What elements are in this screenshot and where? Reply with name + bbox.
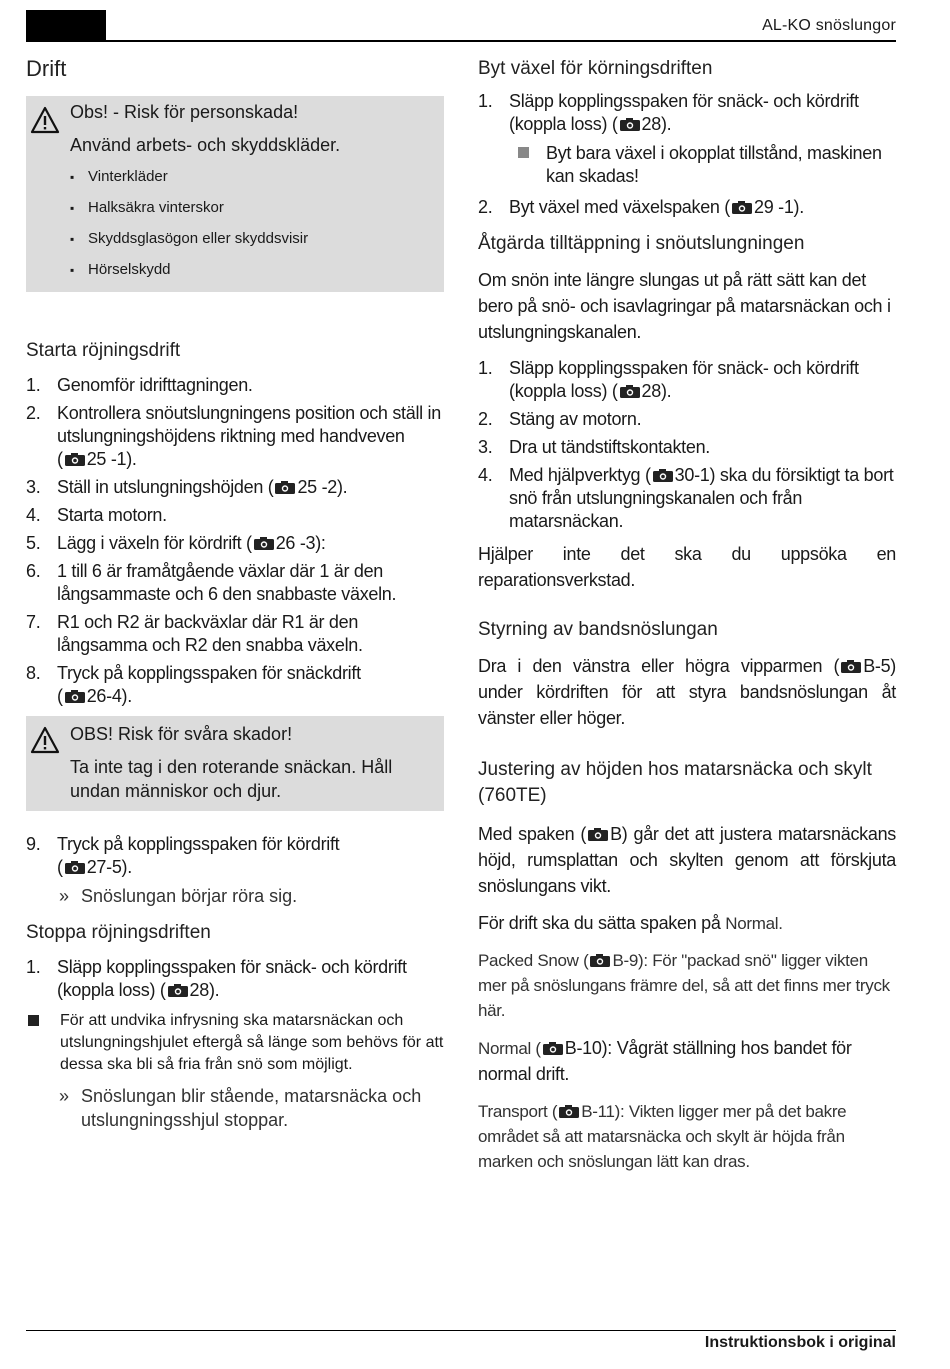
- camera-icon: [732, 201, 752, 214]
- header-title: AL-KO snöslungor: [762, 17, 896, 34]
- camera-icon: [65, 453, 85, 466]
- gear-note: Byt bara växel i okopplat tillstånd, maskinen kan skadas!: [478, 142, 896, 188]
- camera-icon: [543, 1042, 563, 1055]
- warning-text: Ta inte tag i den roterande snäckan. Håll undan människor och djur.: [70, 757, 393, 801]
- step9-result: » Snöslungan börjar röra sig.: [59, 886, 298, 906]
- drive-setting-text: För drift ska du sätta spaken på Normal.: [478, 913, 783, 933]
- normal-text: Normal ( B-10): Vågrät ställning hos bandet för normal drift.: [478, 1038, 852, 1084]
- protective-clothing-list: [70, 167, 436, 280]
- list-item: 1. Släpp kopplingsspaken för snäck- och kördrift (koppla loss) ( 28).: [478, 91, 859, 134]
- camera-icon: [559, 1105, 579, 1118]
- camera-icon: [841, 660, 861, 673]
- list-item: 4. Starta motorn.: [26, 505, 167, 525]
- footer-doc-label: Instruktionsbok i original: [704, 1334, 896, 1351]
- transport-text: Transport ( B-11): Vikten ligger mer på det bakre området så att matarsnäcka och skylt är höjda från marken och snöslungan lätt kan dras.: [478, 1102, 847, 1171]
- header-rule: [26, 40, 896, 42]
- list-item: 9. Tryck på kopplingsspaken för kördrift ( 27-5).: [26, 834, 340, 877]
- steering-text: Dra i den vänstra eller högra vipparmen ( B-5) under kördriften för att styra bandsnöslungan åt vänster eller höger.: [478, 656, 896, 728]
- warning-title: OBS! Risk för svåra skador!: [70, 724, 293, 744]
- camera-icon: [168, 984, 188, 997]
- heading-height-adjust: Justering av höjden hos matarsnäcka och skylt (760TE): [478, 759, 872, 806]
- packed-snow-text: Packed Snow ( B-9): För "packad snö" ligger vikten mer på snöslungans främre del, så att det finns mer tryck här.: [478, 951, 890, 1020]
- list-item: 7. R1 och R2 är backväxlar där R1 är den långsamma och R2 den snabba växeln.: [26, 612, 363, 655]
- list-item: ▪ Skyddsglasögon eller skyddsvisir: [70, 229, 436, 249]
- camera-icon: [65, 861, 85, 874]
- warning-box-serious-injury: [26, 716, 444, 811]
- list-item: 8. Tryck på kopplingsspaken för snäckdrift ( 26-4).: [26, 663, 361, 706]
- freeze-note: För att undvika infrysning ska matarsnäckan och utslungningshjulet eftergå så länge som behövs för att dessa ska bli så fria från snö som möjligt.: [26, 1010, 444, 1076]
- square-bullet-icon: [518, 147, 529, 158]
- right-column: [478, 58, 896, 1186]
- heading-start-clearing: Starta röjningsdrift: [26, 340, 181, 361]
- stop-steps-list: [26, 956, 444, 1002]
- list-item: ▪ Vinterkläder: [70, 167, 436, 187]
- left-column: [26, 52, 444, 1142]
- heading-steering: Styrning av bandsnöslungan: [478, 619, 718, 640]
- gear-steps-list: [478, 90, 896, 136]
- start-steps-list: [26, 374, 444, 708]
- list-item: 2. Kontrollera snöutslungningens position och ställ in utslungningshöjdens riktning med handveven ( 25 -1).: [26, 403, 441, 469]
- camera-icon: [590, 954, 610, 967]
- camera-icon: [275, 481, 295, 494]
- section-title-drift: Drift: [26, 56, 67, 81]
- list-item: 1. Släpp kopplingsspaken för snäck- och kördrift (koppla loss) ( 28).: [478, 358, 859, 401]
- clog-intro: Om snön inte längre slungas ut på rätt sätt kan det bero på snö- och isavlagringar på matarsnäckan och i utslungningskanalen.: [478, 270, 891, 342]
- list-item: 6. 1 till 6 är framåtgående växlar där 1 är den långsammaste och 6 den snabbaste växeln.: [26, 561, 397, 604]
- camera-icon: [588, 828, 608, 841]
- warning-triangle-icon: [30, 106, 60, 134]
- list-item: 5. Lägg i växeln för kördrift ( 26 -3):: [26, 533, 326, 553]
- camera-icon: [254, 537, 274, 550]
- footer-rule: [26, 1330, 896, 1331]
- list-item: ▪ Halksäkra vinterskor: [70, 198, 436, 218]
- list-item: 4. Med hjälpverktyg ( 30-1) ska du försiktigt ta bort snö från utslungningskanalen och från matarsnäckan.: [478, 465, 894, 531]
- list-item: 3. Dra ut tändstiftskontakten.: [478, 437, 711, 457]
- list-item: ▪ Hörselskydd: [70, 260, 436, 280]
- stop-result: » Snöslungan blir stående, matarsnäcka och utslungningsshjul stoppar.: [59, 1086, 422, 1130]
- camera-icon: [620, 385, 640, 398]
- camera-icon: [65, 690, 85, 703]
- height-text: Med spaken ( B) går det att justera matarsnäckans höjd, rumsplattan och skylten genom att förskjuta snöslungans vikt.: [478, 824, 896, 896]
- list-item: 2. Stäng av motorn.: [478, 409, 642, 429]
- gear-steps-list-2: [478, 196, 896, 219]
- list-item: 2. Byt växel med växelspaken ( 29 -1).: [478, 197, 804, 217]
- page-number-box: [26, 10, 106, 40]
- list-item: 1. Släpp kopplingsspaken för snäck- och kördrift (koppla loss) ( 28).: [26, 957, 407, 1000]
- list-item: 3. Ställ in utslungningshöjden ( 25 -2).: [26, 477, 348, 497]
- heading-clog: Åtgärda tilltäppning i snöutslungningen: [478, 233, 805, 254]
- warning-box-personal-injury: [26, 96, 444, 292]
- list-item: 1. Genomför idrifttagningen.: [26, 375, 253, 395]
- heading-stop-clearing: Stoppa röjningsdriften: [26, 922, 211, 943]
- warning-triangle-icon: [30, 726, 60, 754]
- warning-text: Använd arbets- och skyddskläder.: [70, 135, 341, 155]
- camera-icon: [653, 469, 673, 482]
- clog-outro: Hjälper inte det ska du uppsöka en reparationsverkstad.: [478, 544, 896, 590]
- square-bullet-icon: [28, 1015, 39, 1026]
- clog-steps-list: [478, 357, 896, 533]
- step9-list: [26, 833, 444, 879]
- heading-change-gear: Byt växel för körningsdriften: [478, 58, 713, 79]
- camera-icon: [620, 118, 640, 131]
- warning-title: Obs! - Risk för personskada!: [70, 102, 299, 122]
